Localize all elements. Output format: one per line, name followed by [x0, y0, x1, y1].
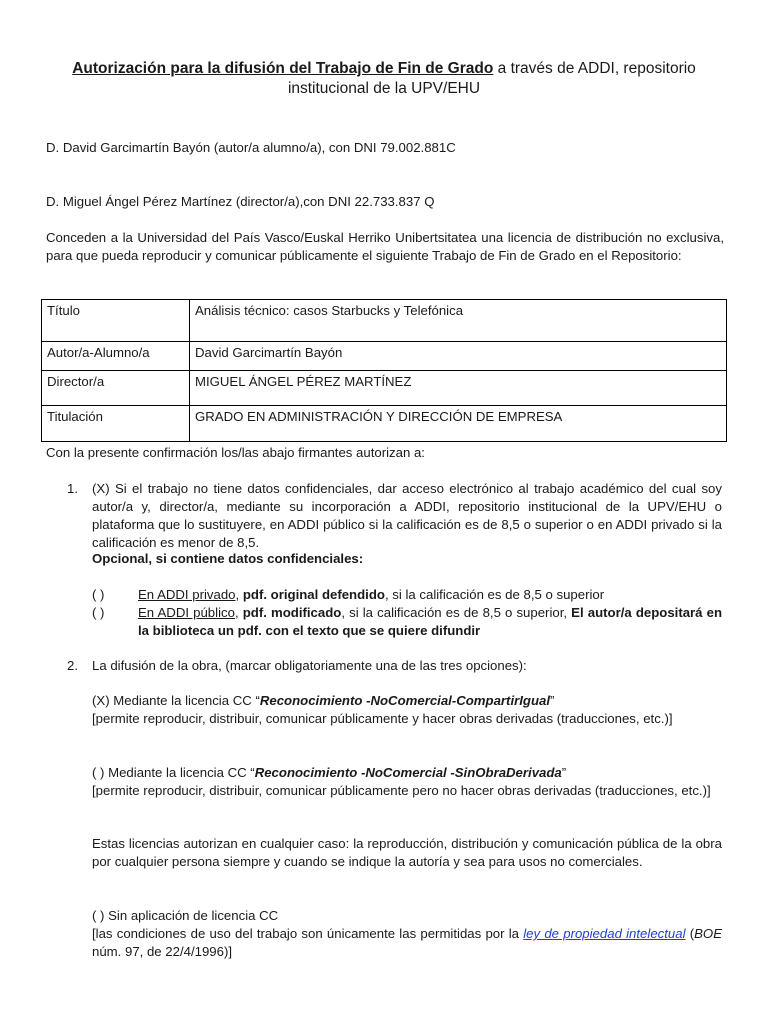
option-b-checkbox[interactable]: ( ): [92, 605, 105, 620]
grant-paragraph: Conceden a la Universidad del País Vasco/Euskal Herriko Unibertsitatea una licencia de distribución no exclusiva, para que pueda reproducir y comunicar públicamente el siguiente Trabajo de Fin de Grado en el Repositorio:: [46, 230, 724, 263]
title-bold: Autorización para la difusión del Trabajo de Fin de Grado: [72, 60, 494, 77]
opt3-desc-suffix: núm. 97, de 22/4/1996)]: [92, 944, 233, 959]
option-a-sep: ,: [235, 587, 243, 602]
boe-label: BOE: [694, 926, 722, 941]
item2-number: 2.: [67, 658, 78, 673]
license-option-3[interactable]: ( ) Sin aplicación de licencia CC: [92, 908, 279, 923]
table-row: [42, 300, 727, 342]
item1-number: 1.: [67, 481, 78, 496]
license-option-2: [92, 764, 722, 782]
license-option-2-suffix: ”: [561, 765, 567, 780]
item1-text: (X) Si el trabajo no tiene datos confidenciales, dar acceso electrónico al trabajo académico del cual soy autor/a y, director/a, mediante su incorporación a ADDI, repositorio institucional de la UPV/EHU o plataforma que lo sustituyere, en ADDI público si la calificación es de 8,5 o superior o en ADDI privado si la calificación es menor de 8,5.: [92, 481, 722, 550]
table-value: MIGUEL ÁNGEL PÉREZ MARTÍNEZ: [190, 371, 727, 406]
table-label: Autor/a-Alumno/a: [42, 342, 190, 371]
title-rest: a través de ADDI, repositorio institucional de la UPV/EHU: [287, 60, 696, 97]
optional-heading: Opcional, si contiene datos confidenciales:: [92, 551, 364, 566]
license-option-1-name: Reconocimiento -NoComercial-CompartirIgual: [259, 693, 551, 708]
table-value: Análisis técnico: casos Starbucks y Telefónica: [190, 300, 727, 342]
table-label: Titulación: [42, 406, 190, 442]
table-label: Director/a: [42, 371, 190, 406]
table-label: Título: [42, 300, 190, 342]
option-b-bold-tail: El autor/a depositará en la biblioteca un pdf. con el texto que se quiere difundir: [138, 605, 723, 638]
opt3-desc-prefix: [las condiciones de uso del trabajo son únicamente las permitidas por la: [92, 926, 524, 941]
license-option-2-desc: [permite reproducir, distribuir, comunicar públicamente pero no hacer obras derivadas (traducciones, etc.)]: [92, 783, 711, 798]
addi-publico-link[interactable]: En ADDI público: [138, 605, 235, 620]
table-value: David Garcimartín Bayón: [190, 342, 727, 371]
license-option-1-suffix: ”: [550, 693, 555, 708]
option-a-bold: pdf. original defendido: [242, 587, 385, 602]
ley-propiedad-intelectual-link[interactable]: ley de propiedad intelectual: [523, 926, 686, 941]
director-line: D. Miguel Ángel Pérez Martínez (director/a),con DNI 22.733.837 Q: [46, 194, 435, 209]
confirmation-line: Con la presente confirmación los/las abajo firmantes autorizan a:: [46, 445, 425, 460]
table-row: [42, 342, 727, 371]
option-b-text: [138, 604, 722, 640]
table-row: [42, 406, 727, 442]
option-b-bold: pdf. modificado: [242, 605, 342, 620]
option-a-text: [138, 586, 722, 604]
item2-intro: La difusión de la obra, (marcar obligatoriamente una de las tres opciones):: [92, 658, 527, 673]
license-option-1-desc: [permite reproducir, distribuir, comunicar públicamente y hacer obras derivadas (traducciones, etc.)]: [92, 711, 673, 726]
license-option-1: [92, 692, 722, 710]
table-value: GRADO EN ADMINISTRACIÓN Y DIRECCIÓN DE EMPRESA: [190, 406, 727, 442]
option-b-sep: ,: [234, 605, 243, 620]
option-a-checkbox[interactable]: ( ): [92, 587, 105, 602]
table-row: [42, 371, 727, 406]
license-option-2-checkbox[interactable]: ( ) Mediante la licencia CC “: [92, 765, 255, 780]
option-b-rest: , si la calificación es de 8,5 o superior,: [341, 605, 572, 620]
document-title: [46, 59, 722, 99]
licenses-note: Estas licencias autorizan en cualquier caso: la reproducción, distribución y comunicación pública de la obra por cualquier persona siempre y cuando se indique la autoría y sea para usos no comerciales.: [92, 836, 722, 869]
author-line: D. David Garcimartín Bayón (autor/a alumno/a), con DNI 79.002.881C: [46, 140, 456, 155]
option-a-rest: , si la calificación es de 8,5 o superior: [384, 587, 605, 602]
license-option-1-checkbox[interactable]: (X) Mediante la licencia CC “: [92, 693, 260, 708]
license-option-2-name: Reconocimiento -NoComercial -SinObraDerivada: [254, 765, 562, 780]
work-info-table: [41, 299, 727, 442]
license-option-3-desc: [las condiciones de uso del trabajo son únicamente las permitidas por la ley de propiedad intelectual (BOE núm. 97, de 22/4/1996)]: [92, 926, 722, 959]
addi-privado-link[interactable]: En ADDI privado: [138, 587, 236, 602]
